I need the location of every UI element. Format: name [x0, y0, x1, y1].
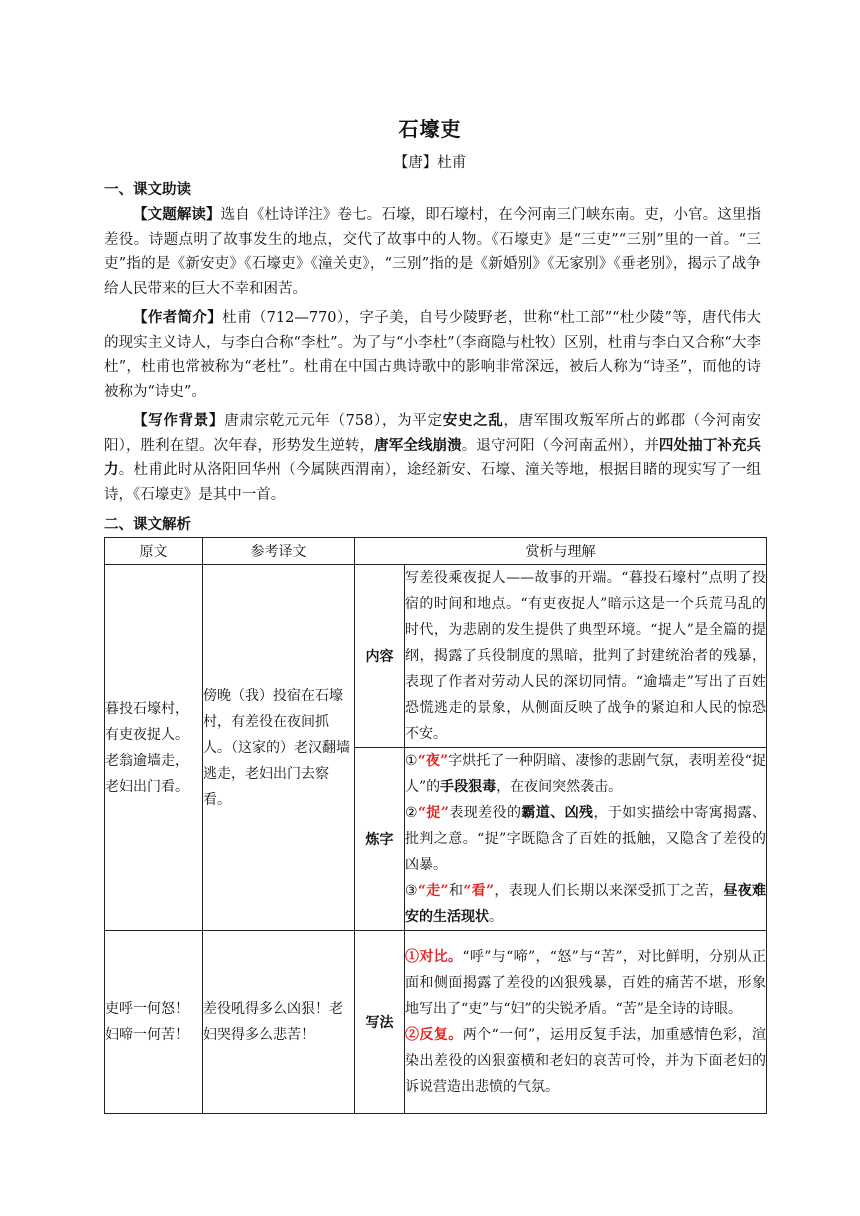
row2-label: 写法: [355, 931, 405, 1114]
row1-translation: 傍晚（我）投宿在石壕村，有差役在夜间抓人。（这家的）老汉翻墙逃走，老妇出门去察看。: [203, 565, 355, 931]
table-header-row: [105, 538, 767, 565]
table-row: [105, 931, 767, 1114]
analysis-table: [104, 537, 767, 1114]
word-item-2-text-1: 表现差役的: [448, 805, 522, 821]
author-line: 【唐】杜甫: [393, 155, 467, 171]
background-label: 【写作背景】: [133, 412, 225, 429]
technique-item-1: [405, 944, 766, 1022]
row2-original: 吏呼一何怒！妇啼一何苦！: [105, 931, 203, 1114]
word-item-1-text-2: ，在夜间突然袭击。: [496, 779, 623, 795]
word-item-1-text-1: 字烘托了一种阴暗、凄惨的悲剧气氛，表明差役“捉人”的: [405, 753, 767, 795]
word-item-1-key: “夜”: [417, 753, 449, 769]
word-item-3-key-1: “走”: [417, 883, 449, 899]
word-item-3-num: ③: [405, 883, 418, 899]
background-bold-3: 四处抽丁补充兵力: [104, 436, 762, 479]
row2-analysis: [405, 931, 767, 1114]
word-item-3-text-2: 。: [489, 909, 503, 925]
author-intro-label: 【作者简介】: [133, 309, 223, 326]
technique-2-key: ②反复。: [405, 1027, 463, 1043]
background-text-4: 。杜甫此时从洛阳回华州（今属陕西渭南），途经新安、石壕、潼关等地，根据目睹的现实写了一组诗，《石壕吏》是其中一首。: [104, 462, 762, 503]
word-item-3-and: 和: [448, 883, 464, 899]
background-text-3: 。退守河阳（今河南孟州），并: [461, 437, 659, 454]
technique-1-text: “呼”与“啼”，“怒”与“苦”，对比鲜明，分别从正面和侧面揭露了差役的凶狠残暴，百姓的痛苦不堪，形象地写出了“吏”与“妇”的尖锐矛盾。“苦”是全诗的诗眼。: [405, 949, 766, 1017]
row1-label-word: 炼字: [355, 748, 405, 931]
word-item-2-key: “捉”: [417, 805, 449, 821]
background-bold-1: 安史之乱: [442, 412, 504, 429]
row2-translation: 差役吼得多么凶狠！老妇哭得多么悲苦！: [203, 931, 355, 1114]
technique-1-key: ①对比。: [405, 949, 463, 965]
word-item-3-key-2: “看”: [463, 883, 495, 899]
title-interpretation-text: 选自《杜诗详注》卷七。石壕，即石壕村，在今河南三门峡东南。吏，小官。这里指差役。诗题点明了故事发生的地点，交代了故事中的人物。《石壕吏》是“三吏”“三别”里的一首。“三吏”指的是《新安吏》《石壕吏》《潼关吏》，“三别”指的是《新婚别》《无家别》《垂老别》，揭示了战争给人民带来的巨大不幸和困苦。: [104, 207, 762, 297]
word-item-3-bold: 昼夜难安的生活现状: [405, 883, 767, 925]
author-intro-text: 杜甫（712—770），字子美，自号少陵野老，世称“杜工部”“杜少陵”等，唐代伟大的现实主义诗人，与李白合称“李杜”。为了与“小李杜”（李商隐与杜牧）区别，杜甫与李白又合称“大李杜”，杜甫也常被称为“老杜”。杜甫在中国古典诗歌中的影响非常深远，被后人称为“诗圣”，而他的诗被称为“诗史”。: [104, 310, 761, 400]
header-translation: 参考译文: [203, 538, 355, 565]
background-bold-2: 唐军全线崩溃: [374, 436, 462, 454]
title-interpretation-label: 【文题解读】: [133, 206, 221, 223]
word-item-2-text-2: ，于如实描绘中寄寓揭露、批判之意。“捉”字既隐含了百姓的抵触，又隐含了差役的凶暴。: [405, 805, 767, 873]
technique-2-text: 两个“一何”，运用反复手法，加重感情色彩，渲染出差役的凶狠蛮横和老妇的哀苦可怜，并为下面老妇的诉说营造出悲愤的气氛。: [405, 1027, 766, 1095]
header-analysis: 赏析与理解: [355, 538, 767, 565]
technique-item-2: [405, 1022, 766, 1100]
word-item-2-num: ②: [405, 805, 418, 821]
section-heading-analysis: 二、课文解析: [104, 517, 191, 533]
author-intro-paragraph: [104, 306, 761, 404]
section-heading-reading-aid: 一、课文助读: [104, 182, 191, 198]
word-item-2-bold: 霸道、凶残: [521, 805, 594, 821]
word-item-1-bold: 手段狠毒: [440, 779, 497, 795]
title-interpretation-paragraph: [104, 203, 761, 301]
word-item-3: [405, 878, 766, 930]
background-text-1: 唐肃宗乾元元年（758），为平定: [224, 413, 443, 429]
table-row: [105, 565, 767, 748]
row1-label-content: 内容: [355, 565, 405, 748]
word-item-2: [405, 800, 766, 878]
row1-word-analysis: [405, 748, 767, 931]
word-item-1: [405, 748, 766, 800]
document-title: 石壕吏: [398, 117, 462, 141]
row1-original: 暮投石壕村，有吏夜捉人。老翁逾墙走，老妇出门看。: [105, 565, 203, 931]
word-item-1-num: ①: [405, 753, 418, 769]
background-text-2: ，唐军围攻叛军所占的邺郡（今河南安阳），胜利在望。次年春，形势发生逆转，: [104, 413, 762, 454]
header-original: 原文: [105, 538, 203, 565]
background-paragraph: [104, 409, 761, 507]
row1-content-analysis: 写差役乘夜捉人——故事的开端。“暮投石壕村”点明了投宿的时间和地点。“有吏夜捉人”暗示这是一个兵荒马乱的时代，为悲剧的发生提供了典型环境。“捉人”是全篇的提纲，揭露了兵役制度的黑暗，批判了封建统治者的残暴，表现了作者对劳动人民的深切同情。“逾墙走”写出了百姓恐慌逃走的景象，从侧面反映了战争的紧迫和人民的惊恐不安。: [405, 565, 767, 748]
word-item-3-text-1: ，表现人们长期以来深受抓丁之苦，: [494, 883, 724, 899]
